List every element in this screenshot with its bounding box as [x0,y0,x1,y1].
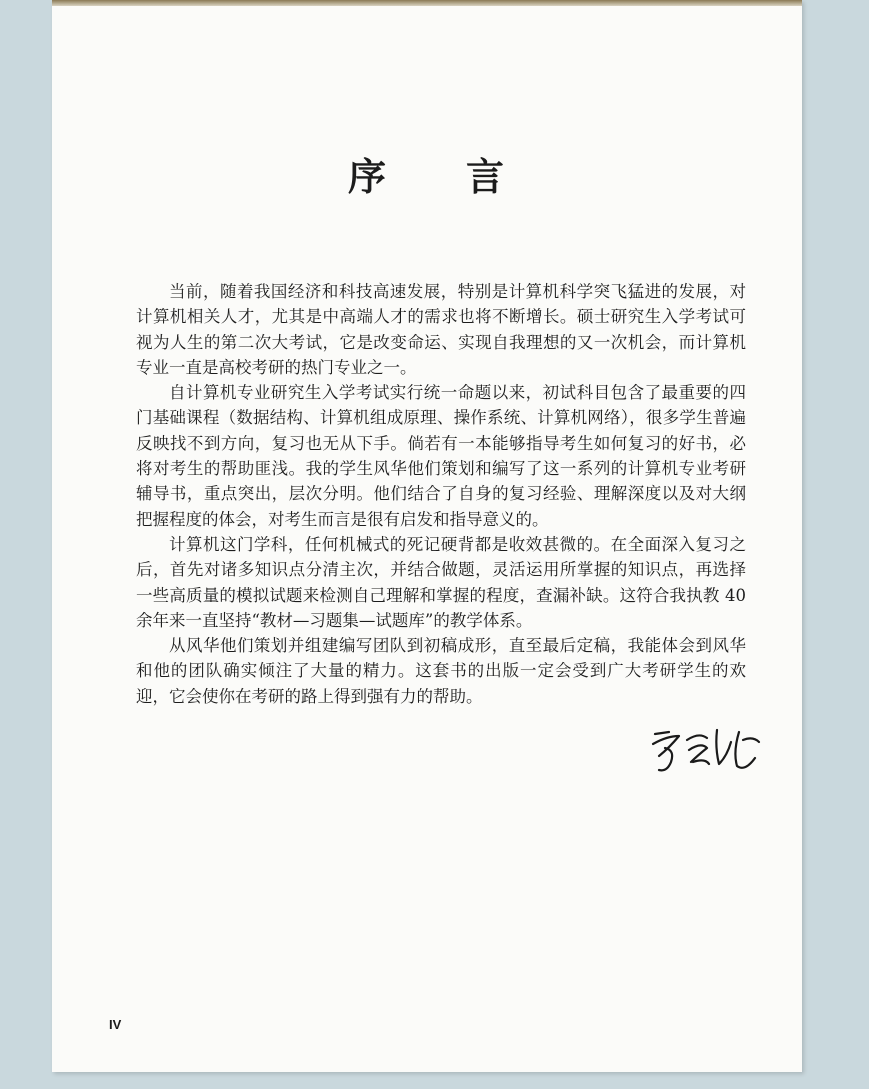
title-char-2: 言 [466,154,507,199]
paragraph: 当前，随着我国经济和科技高速发展，特别是计算机科学突飞猛进的发展，对计算机相关人才，尤其是中高端人才的需求也将不断增长。硕士研究生入学考试可视为人生的第二次大考试，它是改变命运、实现自我理想的又一次机会，而计算机专业一直是高校考研的热门专业之一。 [136,282,746,377]
title-char-1: 序 [347,154,388,199]
page-top-edge [52,0,802,6]
signature-image [647,712,767,778]
paragraph: 从风华他们策划并组建编写团队到初稿成形，直至最后定稿，我能体会到风华和他的团队确实倾注了大量的精力。这套书的出版一定会受到广大考研学生的欢迎，它会使你在考研的路上得到强有力的帮助。 [136,636,746,706]
preface-body [136,279,746,709]
paragraph: 自计算机专业研究生入学考试实行统一命题以来，初试科目包含了最重要的四门基础课程（数据结构、计算机组成原理、操作系统、计算机网络），很多学生普遍反映找不到方向，复习也无从下手。倘若有一本能够指导考生如何复习的好书，必将对考生的帮助匪浅。我的学生风华他们策划和编写了这一系列的计算机专业考研辅导书，重点突出，层次分明。他们结合了自身的复习经验、理解深度以及对大纲把握程度的体会，对考生而言是很有启发和指导意义的。 [136,383,746,529]
page-number: IV [109,1017,122,1032]
page-title [52,146,802,201]
book-page [52,0,802,1072]
paragraph: 计算机这门学科，任何机械式的死记硬背都是收效甚微的。在全面深入复习之后，首先对诸多知识点分清主次，并结合做题，灵活运用所掌握的知识点，再选择一些高质量的模拟试题来检测自己理解和掌握的程度，查漏补缺。这符合我执教 40 余年来一直坚持“教材—习题集—试题库”的教学体系。 [136,534,746,630]
